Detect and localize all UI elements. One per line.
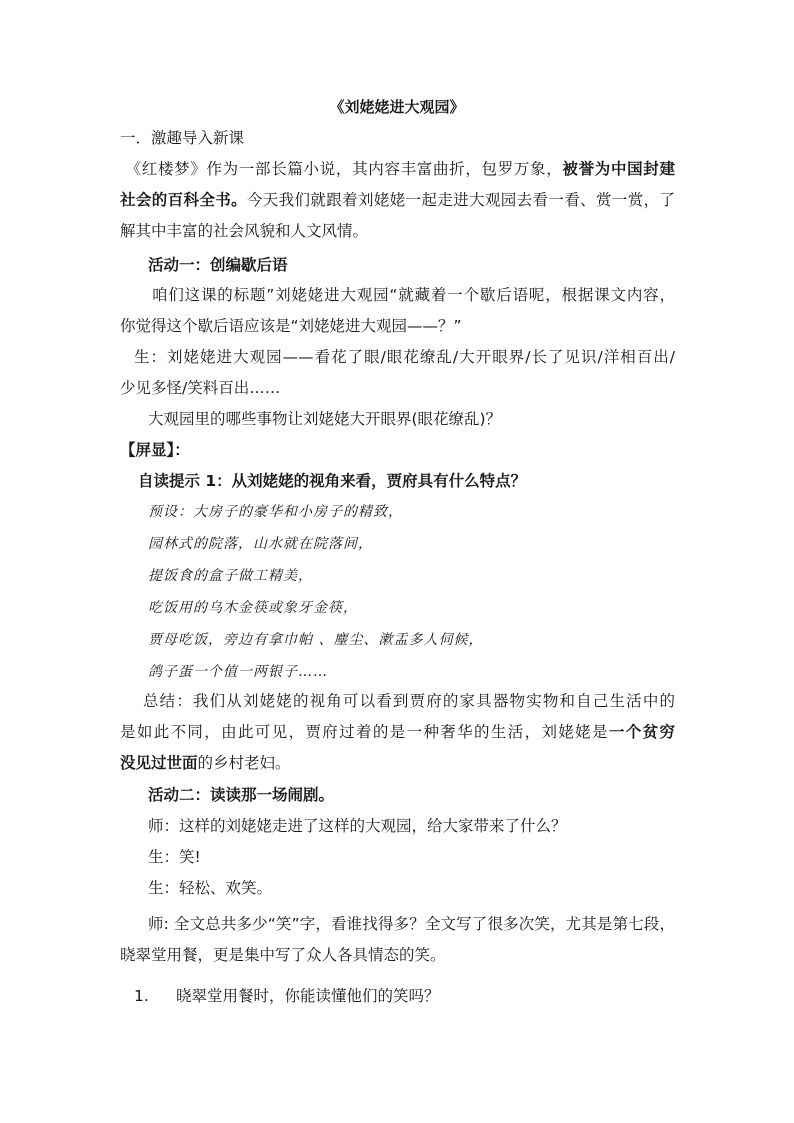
preset-item: 预设：大房子的豪华和小房子的精致， — [148, 504, 403, 520]
summary-line-3-bold: 没见过世面 — [120, 754, 198, 772]
student-answer-1: 生：笑! — [148, 848, 201, 866]
reading-tip-1: 自读提示 1：从刘姥姥的视角来看，贾府具有什么特点？ — [138, 472, 527, 490]
summary-line-3-text: 的乡村老妇。 — [197, 754, 291, 772]
summary-line-3 — [120, 752, 291, 774]
activity-1-followup: 大观园里的哪些事物让刘姥姥大开眼界(眼花缭乱)？ — [148, 410, 502, 428]
activity-1-heading: 活动一：创编歇后语 — [148, 256, 288, 274]
summary-line-2-bold: 一个贫穷 — [608, 723, 675, 741]
section-heading-intro: 一．激趣导入新课 — [120, 129, 245, 147]
summary-line-2-text: 是如此不同，由此可见，贾府过着的是一种奢华的生活，刘姥姥是 — [120, 723, 609, 741]
teacher-question: 师：这样的刘姥姥走进了这样的大观园，给大家带来了什么？ — [148, 817, 567, 835]
teacher-comment-line-2: 晓翠堂用餐，更是集中写了众人各具情态的笑。 — [120, 946, 446, 964]
activity-1-answer-line-2: 少见多怪/笑料百出…… — [120, 379, 281, 397]
intro-line-2-bold: 社会的百科全书。 — [120, 191, 247, 209]
activity-1-question-line-1: 咱们这课的标题”刘姥姥进大观园“就藏着一个歇后语呢，根据课文内容， — [152, 286, 675, 304]
preset-item: 园林式的院落，山水就在院落间， — [148, 536, 373, 552]
numbered-item-text: 晓翠堂用餐时，你能读懂他们的笑吗？ — [176, 987, 440, 1005]
document-title: 《刘姥姥进大观园》 — [329, 98, 465, 116]
activity-2-heading: 活动二：读读那一场闹剧。 — [148, 786, 335, 804]
summary-line-2 — [120, 721, 675, 743]
intro-line-1 — [120, 158, 675, 180]
preset-item: 鸽子蛋一个值一两银子…… — [148, 664, 328, 680]
preset-item: 贾母吃饭，旁边有拿巾帕 、麈尘、漱盂多人伺候， — [148, 632, 484, 648]
intro-line-2 — [120, 189, 675, 211]
preset-item: 吃饭用的乌木金筷或象牙金筷， — [148, 600, 358, 616]
activity-1-question-line-2: 你觉得这个歇后语应该是“刘姥姥进大观园——？” — [120, 317, 462, 335]
numbered-item-number: 1. — [134, 987, 149, 1005]
intro-line-1-bold: 被誉为中国封建 — [562, 160, 675, 178]
activity-1-answer-line-1: 生：刘姥姥进大观园——看花了眼/眼花缭乱/大开眼界/长了见识/洋相百出/ — [134, 348, 675, 366]
summary-line-1: 总结：我们从刘姥姥的视角可以看到贾府的家具器物实物和自己生活中的 — [143, 692, 675, 710]
intro-line-3: 解其中丰富的社会风貌和人文风情。 — [120, 222, 369, 240]
student-answer-2: 生：轻松、欢笑。 — [148, 879, 273, 897]
preset-item: 提饭食的盒子做工精美， — [148, 568, 313, 584]
intro-line-2-text: 今天我们就跟着刘姥姥一起走进大观园去看一看、赏一赏，了 — [246, 191, 675, 209]
teacher-comment-line-1: 师: 全文总共多少“笑”字，看谁找得多？全文写了很多次笑，尤其是第七段， — [148, 915, 675, 933]
intro-line-1-text: 《红楼梦》作为一部长篇小说，其内容丰富曲折，包罗万象， — [125, 160, 563, 178]
screen-label: 【屏显】： — [120, 441, 190, 459]
